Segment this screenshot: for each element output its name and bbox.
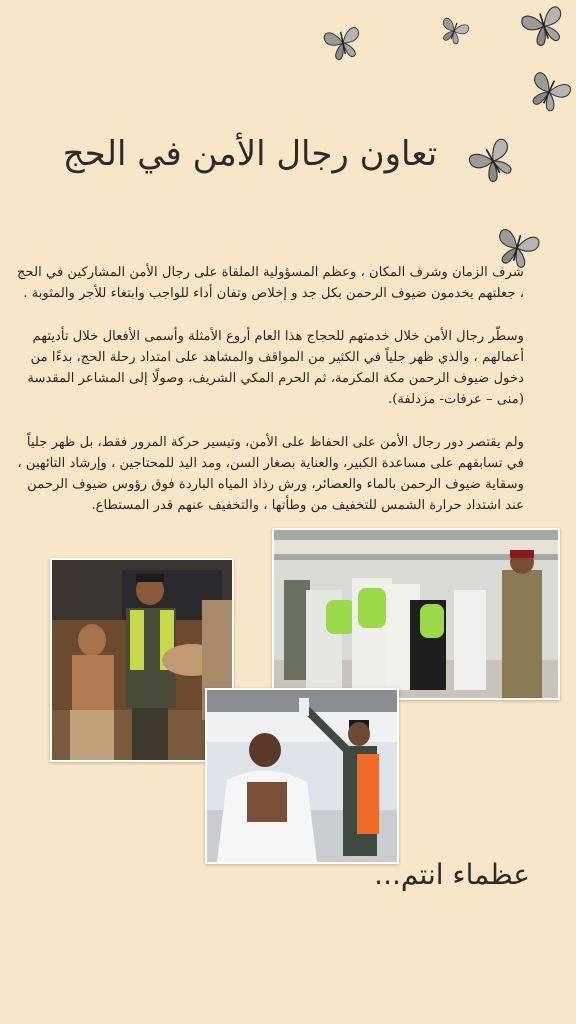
- paragraph: شرف الزمان وشرف المكان ، وعظم المسؤولية الملقاة على رجال الأمن المشاركين في الحج ، جعلتهم يخدمون ضيوف الرحمن بكل جد و إخلاص وتفان أداء للواجب وابتغاء للأجر والمثوبة .: [17, 265, 524, 301]
- butterfly-icon: [512, 0, 575, 55]
- page-title: تعاون رجال الأمن في الحج: [62, 134, 438, 174]
- closing-text: عظماء انتم...: [374, 858, 530, 891]
- butterfly-icon: [318, 18, 368, 68]
- article-body: [16, 262, 524, 538]
- photo-soldier-with-pilgrims: [272, 528, 560, 700]
- butterfly-icon: [460, 129, 526, 194]
- photo-guard-spraying-water: [205, 688, 399, 864]
- paragraph: وسطّر رجال الأمن خلال خدمتهم للحجاج هذا العام أروع الأمثلة وأسمى الأفعال خلال تأديتهم أعمالهم ، والذي ظهر جلياً في الكثير من المواقف والمشاهد على امتداد رحلة الحج، بدءًا من دخول ضيوف الرحمن مكة المكرمة، ثم الحرم المكي الشريف، وصولًا إلى المشاعر المقدسة (منى – عرفات- مزدلفة).: [27, 329, 524, 407]
- butterfly-icon: [519, 62, 576, 121]
- butterfly-icon: [433, 10, 475, 53]
- paragraph: ولم يقتصر دور رجال الأمن على الحفاظ على الأمن، وتيسير حركة المرور فقط، بل ظهر جلياً في تسابقهم على مساعدة الكبير، والعناية بصغار السن، ومد اليد للمحتاجين ، وإرشاد التائهين ، وسقاية ضيوف الرحمن بالماء والعصائر، ورش رذاذ المياه الباردة فوق رؤوس ضيوف الرحمن عند اشتداد حرارة الشمس للتخفيف من وطأتها ، والتخفيف عنهم قدر المستطاع.: [17, 435, 524, 513]
